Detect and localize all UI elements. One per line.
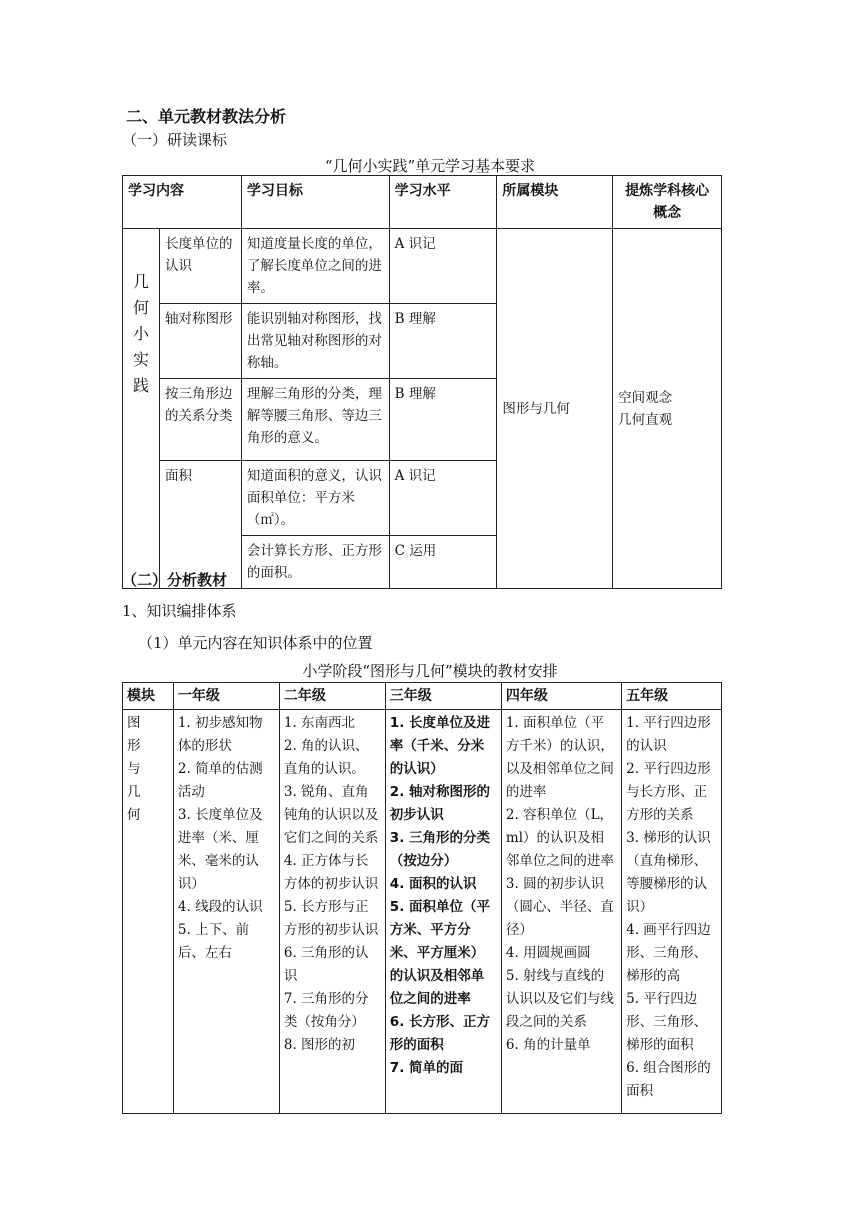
header-level: 学习水平: [389, 176, 497, 229]
paragraph-subheading: （1）单元内容在知识体系中的位置: [138, 634, 373, 652]
table-cell-grade-2: 1. 东南西北 2. 角的认识、直角的认识。 3. 锐角、直角钝角的认识以及它们之间的关系 4. 正方体与长方体的初步认识 5. 长方形与正方形的初步认识 6. 三角形的认识 7. 三角形的分类（按角分） 8. 图形的初: [279, 710, 385, 1114]
table-cell-goal: 会计算长方形、正方形的面积。: [241, 536, 389, 589]
table-cell-module: 图形与几何: [497, 229, 613, 589]
table-cell-grade-5: 1. 平行四边形的认识 2. 平行四边形与长方形、正方形的关系 3. 梯形的认识（直角梯形、等腰梯形的认识） 4. 画平行四边形、三角形、梯形的高 5. 平行四边形、三角形、梯形的面积 6. 组合图形的面积: [622, 710, 722, 1114]
header-grade-4: 四年级: [501, 683, 621, 710]
header-module: 模块: [123, 683, 174, 710]
table-cell-content: 按三角形边的关系分类: [159, 379, 241, 461]
header-module: 所属模块: [497, 176, 613, 229]
table-cell-grade-4: 1. 面积单位（平方千米）的认识，以及相邻单位之间的进率 2. 容积单位（L，ml）的认识及相邻单位之间的进率 3. 圆的初步认识（圆心、半径、直径） 4. 用圆规画圆 5. 射线与直线的认识以及它们与线段之间的关系 6. 角的计量单: [501, 710, 621, 1114]
table-cell-content: 面积: [159, 461, 241, 589]
header-grade-1: 一年级: [173, 683, 279, 710]
table-cell-grade-3: 1. 长度单位及进率（千米、分米的认识） 2. 轴对称图形的初步认识 3. 三角形的分类（按边分） 4. 面积的认识 5. 面积单位（平方米、平方分米、平方厘米）的认识及相邻单位之间的进率 6. 长方形、正方形的面积 7. 简单的面: [385, 710, 501, 1114]
header-core-concept: 提炼学科核心概念: [613, 176, 722, 229]
table-cell-goal: 知道面积的意义，认识面积单位：平方米（㎡）。: [241, 461, 389, 536]
group-label: 几何小实践: [123, 229, 160, 589]
header-grade-5: 五年级: [622, 683, 722, 710]
table-cell-level: C 运用: [389, 536, 497, 589]
header-goal: 学习目标: [241, 176, 389, 229]
core-concept-line: 空间观念: [618, 389, 673, 406]
learning-requirements-table: [122, 175, 722, 589]
table-cell-content: 轴对称图形: [159, 304, 241, 379]
core-concept-line: 几何直观: [618, 411, 673, 428]
table2-caption: 小学阶段“图形与几何”模块的教材安排: [302, 662, 558, 680]
table-cell-level: B 理解: [389, 304, 497, 379]
curriculum-arrangement-table: [122, 682, 722, 1114]
table-cell-content: 长度单位的认识: [159, 229, 241, 304]
table1-caption: “几何小实践”单元学习基本要求: [324, 157, 536, 175]
header-grade-2: 二年级: [279, 683, 385, 710]
table-cell-core-concept: [613, 229, 722, 589]
header-grade-3: 三年级: [385, 683, 501, 710]
paragraph-heading: 1、知识编排体系: [122, 602, 237, 620]
table-cell-grade-1: 1. 初步感知物体的形状 2. 简单的估测活动 3. 长度单位及进率（米、厘米、毫米的认识） 4. 线段的认识 5. 上下、前后、左右: [173, 710, 279, 1114]
table-cell-level: A 识记: [389, 461, 497, 536]
header-content: 学习内容: [123, 176, 242, 229]
subsection-heading-2: （二）分析教材: [122, 571, 228, 589]
table-cell-module: 图形与几何: [123, 710, 174, 1114]
table-cell-goal: 能识别轴对称图形，找出常见轴对称图形的对称轴。: [241, 304, 389, 379]
section-heading: 二、单元教材教法分析: [126, 107, 287, 126]
table-cell-level: B 理解: [389, 379, 497, 461]
table-cell-level: A 识记: [389, 229, 497, 304]
table-cell-goal: 理解三角形的分类，理解等腰三角形、等边三角形的意义。: [241, 379, 389, 461]
subsection-heading-1: （一）研读课标: [122, 131, 228, 149]
table-cell-goal: 知道度量长度的单位，了解长度单位之间的进率。: [241, 229, 389, 304]
